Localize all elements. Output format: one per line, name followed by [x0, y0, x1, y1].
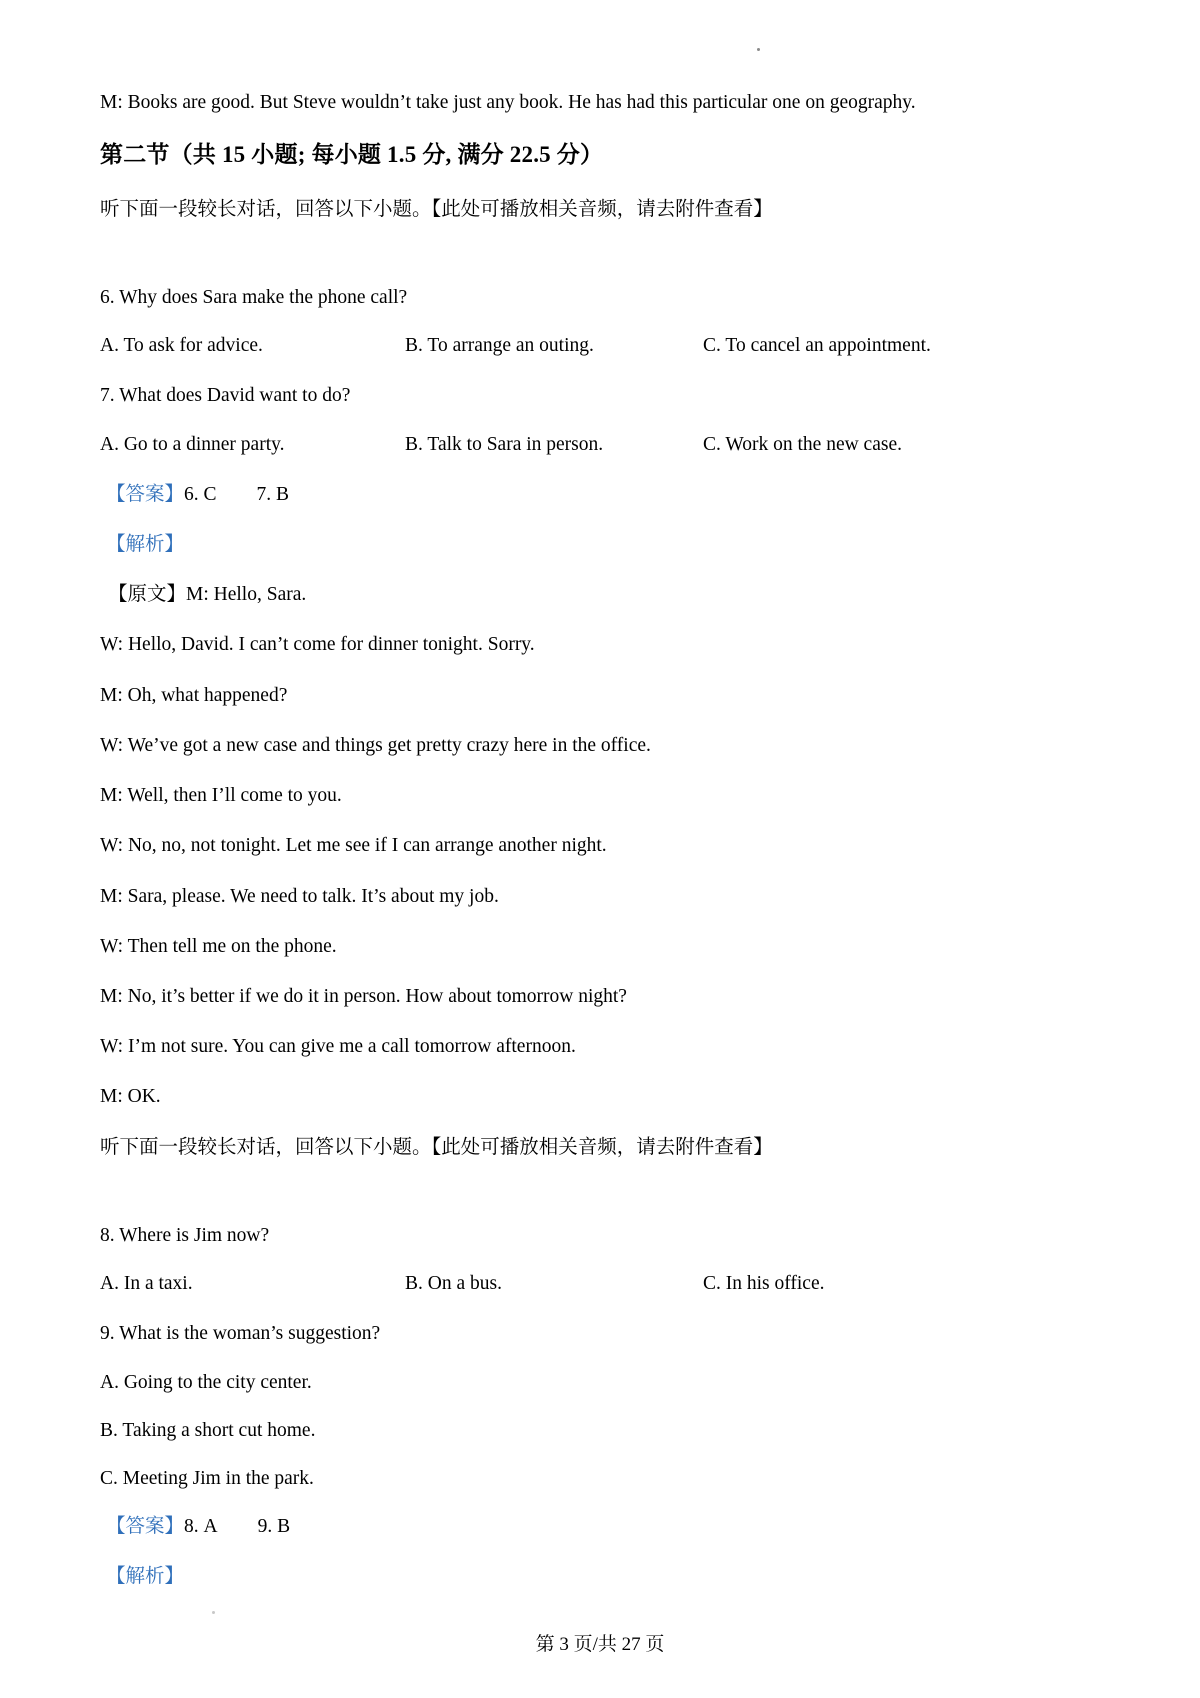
question-9-option-a[interactable]: A. Going to the city center.: [100, 1371, 312, 1393]
script-label: 【原文】: [108, 584, 187, 606]
page-top-marker-dot: [757, 48, 760, 51]
dialogue-line-top: M: Books are good. But Steve wouldn’t take just any book. He has had this particular one on geography.: [100, 92, 916, 113]
answer-label-1: 【答案】: [106, 483, 185, 505]
question-6-options: [100, 331, 1100, 361]
question-6-option-c[interactable]: C. To cancel an appointment.: [703, 335, 931, 357]
question-8-stem: 8. Where is Jim now?: [100, 1224, 270, 1246]
answer-block-2: [100, 1512, 1100, 1542]
script-line-9: W: I’m not sure. You can give me a call tomorrow afternoon.: [100, 1036, 576, 1058]
question-8-options: [100, 1269, 1100, 1299]
question-7-option-b[interactable]: B. Talk to Sara in person.: [405, 433, 604, 455]
script-line-3: W: We’ve got a new case and things get pretty crazy here in the office.: [100, 734, 651, 756]
answer-1-second: 7. B: [256, 483, 290, 505]
page-bottom-marker-dot: [212, 1611, 215, 1614]
answer-2-second: 9. B: [257, 1516, 291, 1538]
script-line-8: M: No, it’s better if we do it in person. How about tomorrow night?: [100, 986, 627, 1007]
listen-instruction-1: 听下面一段较长对话，回答以下小题。【此处可播放相关音频，请去附件查看】: [100, 198, 773, 220]
question-9-option-b[interactable]: B. Taking a short cut home.: [100, 1419, 316, 1441]
listen-instruction-2: 听下面一段较长对话，回答以下小题。【此处可播放相关音频，请去附件查看】: [100, 1136, 773, 1158]
section-heading: 第二节（共 15 小题; 每小题 1.5 分, 满分 22.5 分）: [100, 142, 604, 168]
analysis-label-2: 【解析】: [106, 1566, 185, 1588]
spacer-1: [100, 245, 1100, 283]
question-6-option-a[interactable]: A. To ask for advice.: [100, 335, 263, 357]
page-footer: 第 3 页/共 27 页: [535, 1634, 665, 1655]
script-line-10: M: OK.: [100, 1086, 161, 1108]
answer-label-2: 【答案】: [106, 1516, 185, 1538]
question-6-option-b[interactable]: B. To arrange an outing.: [405, 335, 594, 357]
question-8-option-c[interactable]: C. In his office.: [703, 1273, 825, 1295]
spacer-2: [100, 1183, 1100, 1221]
question-6-stem: 6. Why does Sara make the phone call?: [100, 286, 408, 308]
script-line-2: M: Oh, what happened?: [100, 684, 288, 706]
script-line-4: M: Well, then I’ll come to you.: [100, 785, 342, 807]
answer-2-first: 8. A: [184, 1516, 218, 1538]
script-line-1: W: Hello, David. I can’t come for dinner tonight. Sorry.: [100, 634, 535, 656]
script-line-0: M: Hello, Sara.: [186, 584, 307, 606]
question-7-stem: 7. What does David want to do?: [100, 385, 351, 407]
question-9-option-c[interactable]: C. Meeting Jim in the park.: [100, 1467, 314, 1489]
script-intro-line: [100, 580, 1100, 610]
question-9-stem: 9. What is the woman’s suggestion?: [100, 1323, 381, 1345]
question-7-options: [100, 430, 1100, 460]
question-8-option-a[interactable]: A. In a taxi.: [100, 1273, 193, 1295]
script-line-6: M: Sara, please. We need to talk. It’s about my job.: [100, 885, 499, 907]
question-7-option-a[interactable]: A. Go to a dinner party.: [100, 433, 285, 455]
script-line-7: W: Then tell me on the phone.: [100, 935, 337, 957]
answer-block-1: [100, 480, 1100, 510]
analysis-label-1: 【解析】: [106, 534, 185, 556]
question-8-option-b[interactable]: B. On a bus.: [405, 1273, 502, 1295]
answer-1-first: 6. C: [184, 483, 217, 505]
question-7-option-c[interactable]: C. Work on the new case.: [703, 433, 902, 455]
script-line-5: W: No, no, not tonight. Let me see if I can arrange another night.: [100, 835, 607, 857]
